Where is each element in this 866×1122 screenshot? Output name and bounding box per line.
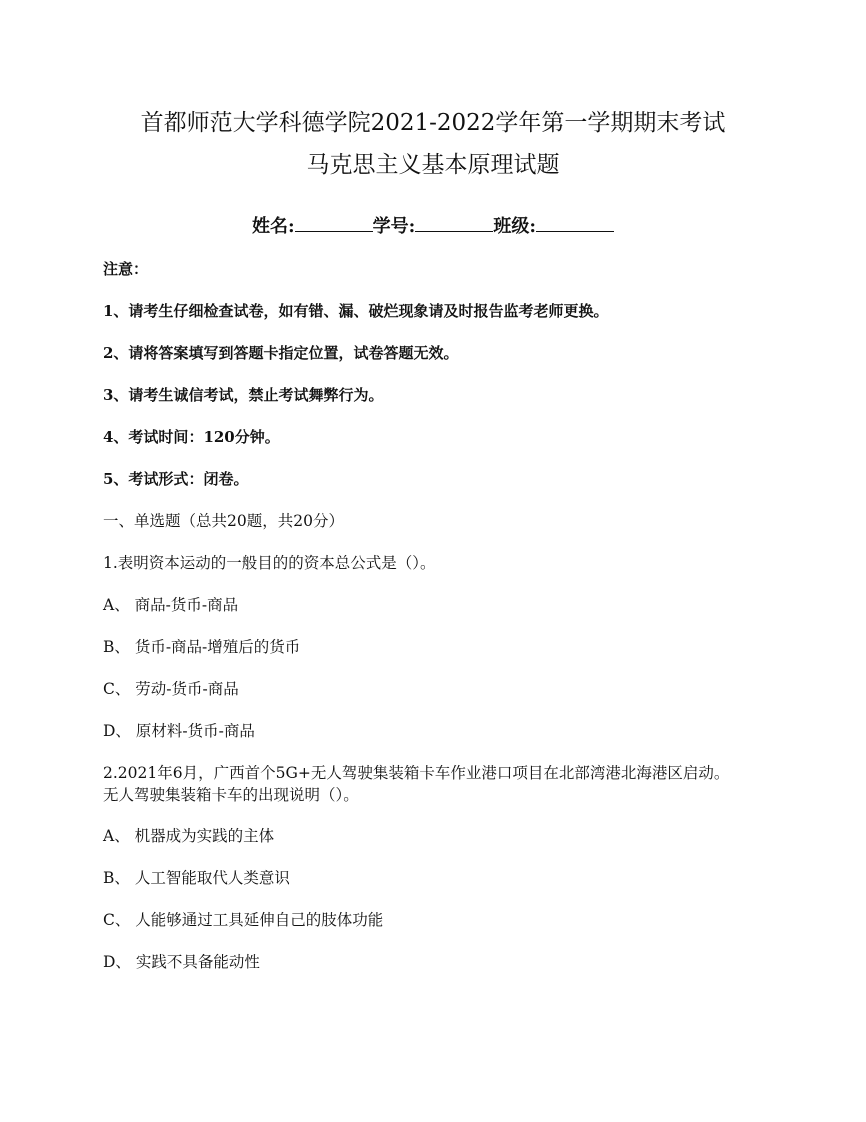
question-2-option-c: C、 人能够通过工具延伸自己的肢体功能 [103,911,384,929]
note-item: 3、请考生诚信考试，禁止考试舞弊行为。 [103,386,384,404]
exam-title: 首都师范大学科德学院2021-2022学年第一学期期末考试 [140,110,726,136]
exam-subtitle: 马克思主义基本原理试题 [306,152,560,178]
student-id-blank[interactable] [415,215,493,232]
note-item: 2、请将答案填写到答题卡指定位置，试卷答题无效。 [103,344,459,362]
question-2-option-d: D、 实践不具备能动性 [103,953,260,971]
section-heading: 一、单选题（总共20题，共20分） [103,512,344,530]
name-blank[interactable] [295,215,373,232]
note-item: 4、考试时间：120分钟。 [103,428,280,446]
question-2-stem-line1: 2.2021年6月，广西首个5G+无人驾驶集装箱卡车作业港口项目在北部湾港北海港区启动。 [103,764,730,782]
question-2-stem-line2: 无人驾驶集装箱卡车的出现说明（）。 [103,786,359,804]
question-1-option-b: B、 货币-商品-增殖后的货币 [103,638,301,656]
question-1-option-a: A、 商品-货币-商品 [103,596,239,614]
notes-heading: 注意： [103,260,149,278]
question-1-option-d: D、 原材料-货币-商品 [103,722,255,740]
student-info-line [0,212,866,238]
note-item: 5、考试形式：闭卷。 [103,470,249,488]
student-id-label: 学号: [372,216,416,237]
class-label: 班级: [493,216,536,237]
question-2-option-b: B、 人工智能取代人类意识 [103,869,290,887]
class-blank[interactable] [536,215,614,232]
note-item: 1、请考生仔细检查试卷，如有错、漏、破烂现象请及时报告监考老师更换。 [103,302,609,320]
name-label: 姓名: [252,216,295,237]
question-1-stem: 1.表明资本运动的一般目的的资本总公式是（）。 [103,554,436,572]
question-2-option-a: A、 机器成为实践的主体 [103,827,275,845]
question-1-option-c: C、 劳动-货币-商品 [103,680,239,698]
